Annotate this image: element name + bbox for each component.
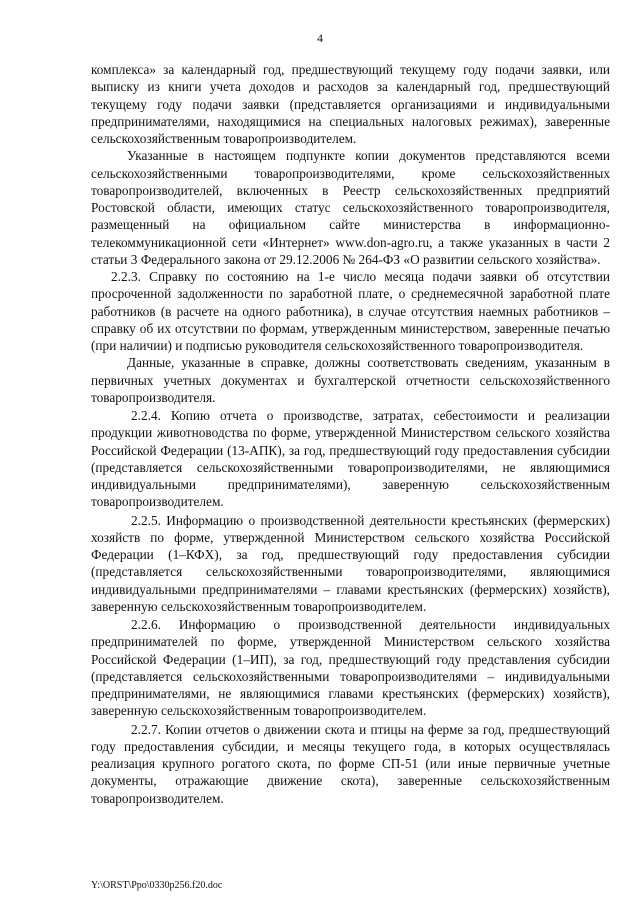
paragraph-2-2-4: 2.2.4. Копию отчета о производстве, затратах, себестоимости и реализации продукции животноводства по форме, утвержденной Министерством сельского хозяйства Российской Федерации (13-АПК), за год, предшествующий году предоставления субсидии (представляется сельскохозяйственными товаропроизводителями, не являющимися индивидуальными предпринимателями), заверенную сельскохозяйственным товаропроизводителем. <box>91 408 610 510</box>
paragraph-continuation: комплекса» за календарный год, предшествующий текущему году подачи заявки, или выписку из книги учета доходов и расходов за календарный год, предшествующий текущему году подачи заявки (представляется организациями и индивидуальными предпринимателями, находящимися на специальных налоговых режимах), заверенные сельскохозяйственным товаропроизводителем. <box>91 62 610 146</box>
paragraph-2-2-7: 2.2.7. Копии отчетов о движении скота и птицы на ферме за год, предшествующий году предоставления субсидии, и месяцы текущего года, в которых осуществлялась реализация крупного рогатого скота, по форме СП-51 (или иные первичные учетные документы, отражающие движение скота), заверенные сельскохозяйственным товаропроизводителем. <box>91 721 610 806</box>
page-number: 4 <box>317 31 323 45</box>
paragraph-copies-note: Указанные в настоящем подпункте копии документов представляются всеми сельскохозяйственными товаропроизводителями, кроме сельскохозяйственных товаропроизводителей, включенных в Реестр сельскохозяйственных предприятий Ростовской области, имеющих статус сельскохозяйственного товаропроизводителя, размещенный на официальном сайте министерства в информационно-телекоммуникационной сети «Интернет» www.don-agro.ru, а также указанных в части 2 статьи 3 Федерального закона от 29.12.2006 № 264-ФЗ «О развитии сельского хозяйства». <box>91 148 610 267</box>
paragraph-2-2-5: 2.2.5. Информацию о производственной деятельности крестьянских (фермерских) хозяйств по форме, утвержденной Министерством сельского хозяйства Российской Федерации (1–КФХ), за год, предшествующий году предоставления субсидии (представляется сельскохозяйственными товаропроизводителями, являющимися индивидуальными предпринимателями – главами крестьянских (фермерских) хозяйств), заверенную сельскохозяйственным товаропроизводителем. <box>91 512 610 614</box>
footer-file-path: Y:\ORST\Ppo\0330p256.f20.doc <box>91 880 223 891</box>
paragraph-2-2-3: 2.2.3. Справку по состоянию на 1-е число месяца подачи заявки об отсутствии просроченной задолженности по заработной плате, о среднемесячной заработной плате работников (в расчете на одного работника), в случае отсутствия наемных работников – справку об их отсутствии по формам, утвержденным министерством, заверенные печатью (при наличии) и подписью руководителя сельскохозяйственного товаропроизводителя. <box>91 269 610 353</box>
paragraph-2-2-6: 2.2.6. Информацию о производственной деятельности индивидуальных предпринимателей по форме, утвержденной Министерством сельского хозяйства Российской Федерации (1–ИП), за год, предшествующий году представления субсидии (представляется сельскохозяйственными товаропроизводителями – индивидуальными предпринимателями, не являющимися главами крестьянских (фермерских) хозяйств), заверенную сельскохозяйственным товаропроизводителем. <box>91 617 610 719</box>
paragraph-data-note: Данные, указанные в справке, должны соответствовать сведениям, указанным в первичных учетных документах и бухгалтерской отчетности сельскохозяйственного товаропроизводителя. <box>91 355 610 405</box>
document-body <box>91 61 610 807</box>
